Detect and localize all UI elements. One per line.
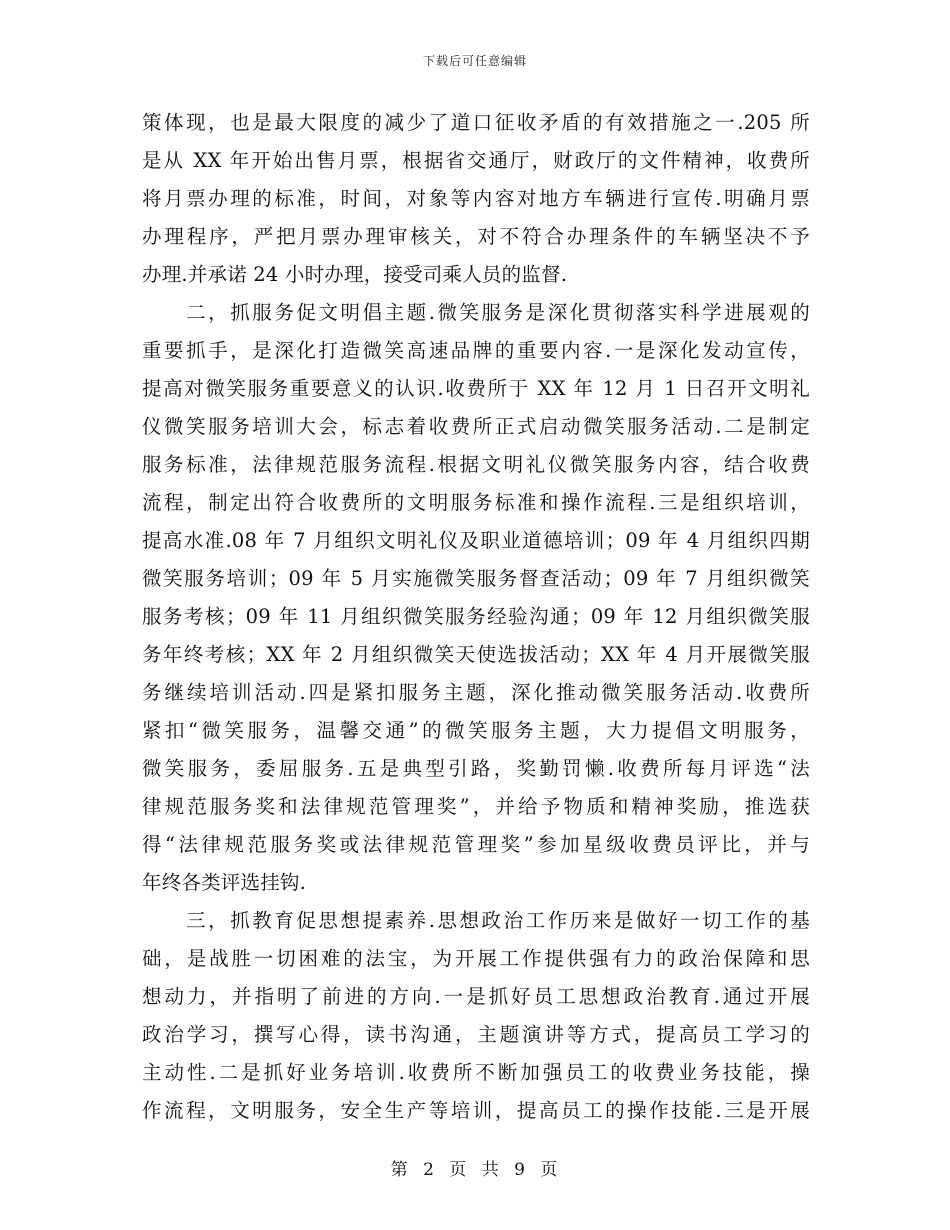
paragraph-2: [142, 294, 810, 902]
text-line: 重要抓手，是深化打造微笑高速品牌的重要内容.一是深化发动宣传，: [142, 339, 810, 362]
document-body: [142, 104, 810, 1130]
text-line: 得“法律规范服务奖或法律规范管理奖”参加星级收费员评比，并与: [142, 833, 810, 856]
text-line: 提高对微笑服务重要意义的认识.收费所于 XX 年 12 月 1 日召开文明礼: [142, 377, 810, 400]
page-header: 下载后可任意编辑: [422, 54, 527, 68]
text-line: 础，是战胜一切困难的法宝，为开展工作提供强有力的政治保障和思: [142, 947, 810, 970]
paragraph-1: [142, 104, 810, 294]
text-line: 提高水准.08 年 7 月组织文明礼仪及职业道德培训；09 年 4 月组织四期: [142, 529, 810, 552]
text-line: 微笑服务培训；09 年 5 月实施微笑服务督查活动；09 年 7 月组织微笑: [142, 567, 810, 590]
text-line: 服务标准，法律规范服务流程.根据文明礼仪微笑服务内容，结合收费: [142, 453, 810, 476]
text-line: 办理.并承诺 24 小时办理，接受司乘人员的监督.: [142, 263, 568, 286]
text-line: 务继续培训活动.四是紧扣服务主题，深化推动微笑服务活动.收费所: [142, 681, 810, 704]
text-line: 二，抓服务促文明倡主题.微笑服务是深化贯彻落实科学进展观的: [142, 301, 810, 324]
text-line: 作流程，文明服务，安全生产等培训，提高员工的操作技能.三是开展: [142, 1099, 810, 1122]
text-line: 律规范服务奖和法律规范管理奖”，并给予物质和精神奖励，推选获: [142, 795, 810, 818]
page-number-footer: 第 2 页 共 9 页: [390, 1160, 560, 1180]
text-line: 微笑服务，委屈服务.五是典型引路，奖勤罚懒.收费所每月评选“法: [142, 757, 810, 780]
text-line: 服务考核；09 年 11 月组织微笑服务经验沟通；09 年 12 月组织微笑服: [142, 605, 810, 628]
text-line: 流程，制定出符合收费所的文明服务标准和操作流程.三是组织培训，: [142, 491, 810, 514]
text-line: 策体现，也是最大限度的减少了道口征收矛盾的有效措施之一.205 所: [142, 111, 810, 134]
text-line: 是从 XX 年开始出售月票，根据省交通厅，财政厅的文件精神，收费所: [142, 149, 810, 172]
text-line: 想动力，并指明了前进的方向.一是抓好员工思想政治教育.通过开展: [142, 985, 810, 1008]
text-line: 主动性.二是抓好业务培训.收费所不断加强员工的收费业务技能，操: [142, 1061, 810, 1084]
paragraph-3: [142, 902, 810, 1130]
text-line: 将月票办理的标准，时间，对象等内容对地方车辆进行宣传.明确月票: [142, 187, 810, 210]
text-line: 年终各类评选挂钩.: [142, 871, 306, 894]
text-line: 紧扣“微笑服务，温馨交通”的微笑服务主题，大力提倡文明服务，: [142, 719, 810, 742]
text-line: 仪微笑服务培训大会，标志着收费所正式启动微笑服务活动.二是制定: [142, 415, 810, 438]
text-line: 务年终考核；XX 年 2 月组织微笑天使选拔活动；XX 年 4 月开展微笑服: [142, 643, 810, 666]
text-line: 政治学习，撰写心得，读书沟通，主题演讲等方式，提高员工学习的: [142, 1023, 810, 1046]
text-line: 办理程序，严把月票办理审核关，对不符合办理条件的车辆坚决不予: [142, 225, 810, 248]
text-line: 三，抓教育促思想提素养.思想政治工作历来是做好一切工作的基: [142, 909, 810, 932]
